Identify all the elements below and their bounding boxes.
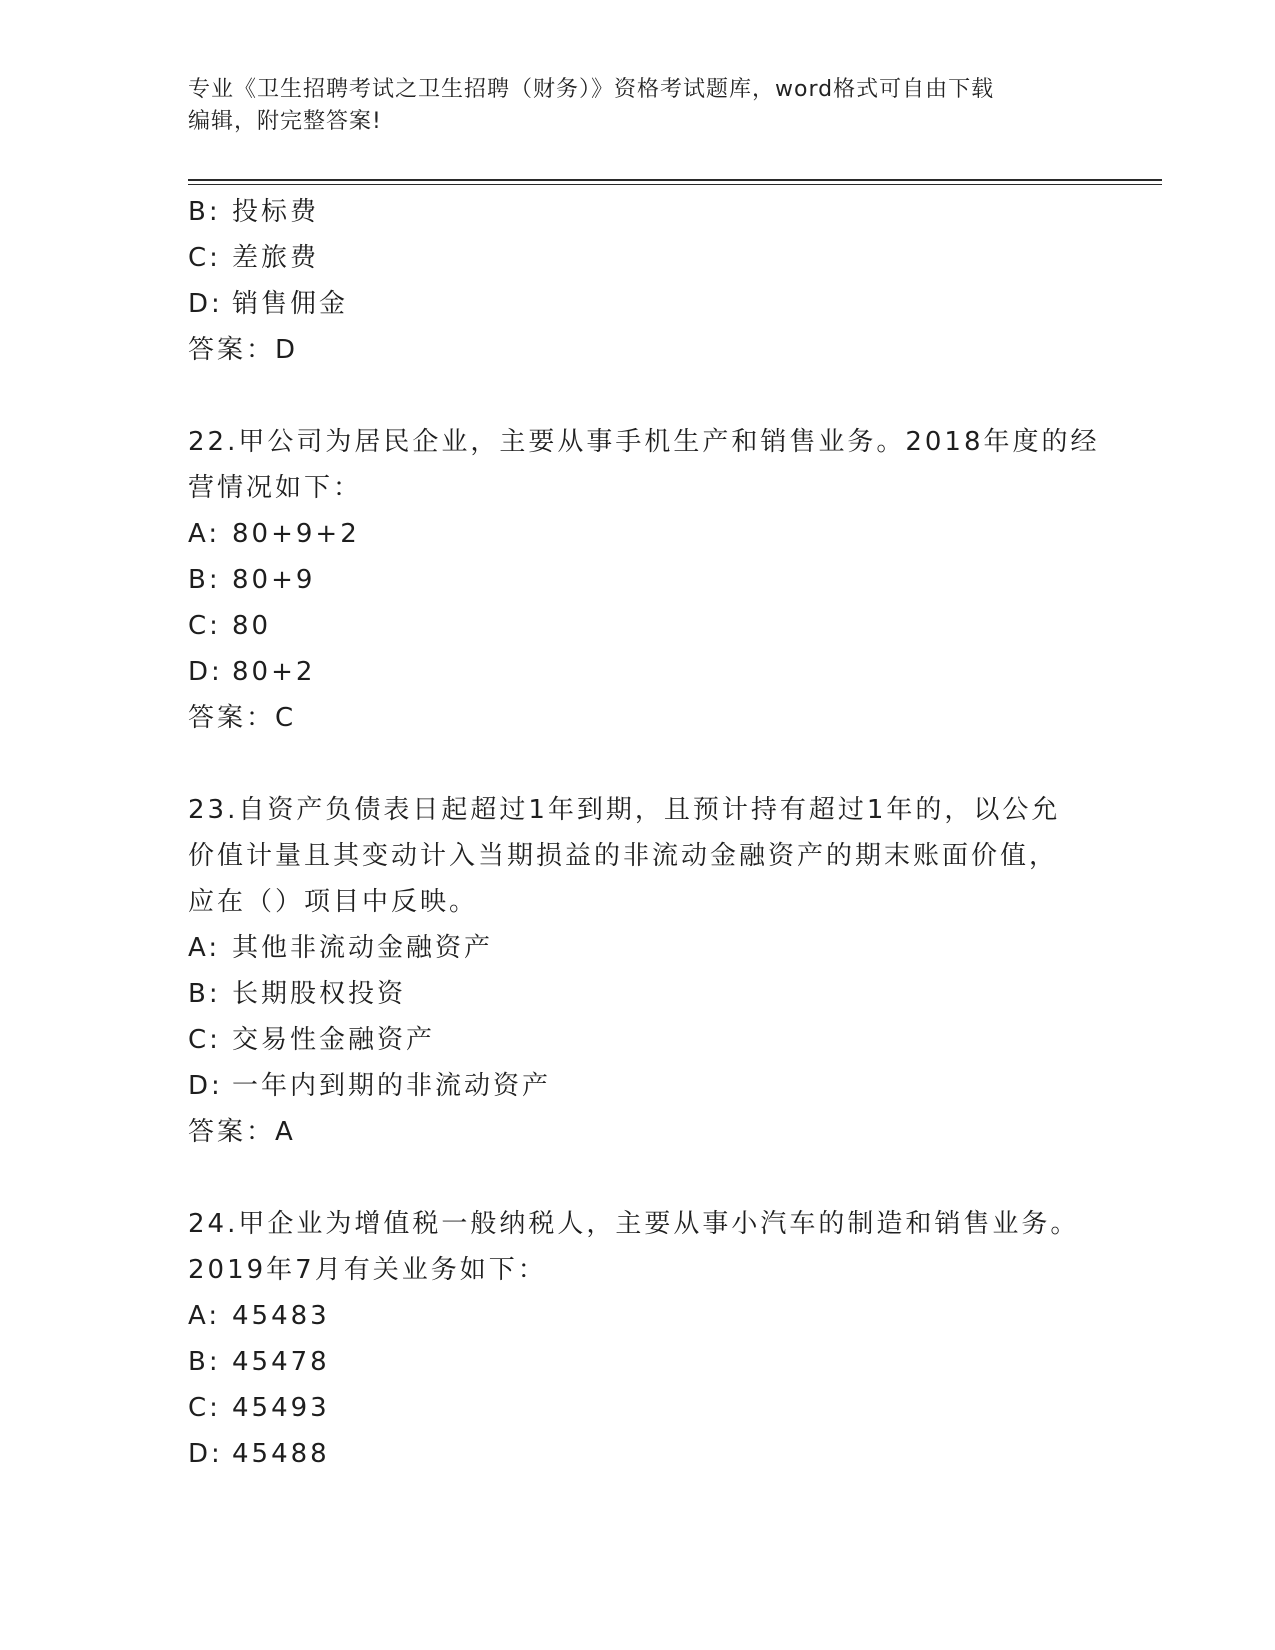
option-text: 80 (232, 611, 272, 641)
question-stem: 23.自资产负债表日起超过1年到期，且预计持有超过1年的，以公允 (188, 795, 1061, 825)
option-label: B: (188, 197, 221, 227)
option-label: A: (188, 519, 221, 549)
answer-line: 答案：A (188, 1117, 296, 1147)
option-a (188, 511, 1088, 557)
header-divider-thick (188, 179, 1162, 181)
document-body (188, 189, 1100, 1477)
option-label: D: (188, 1071, 223, 1101)
question-23 (188, 787, 1088, 1155)
option-c (188, 1017, 1088, 1063)
option-label: C: (188, 611, 221, 641)
option-c (188, 603, 1088, 649)
option-d (188, 1431, 1088, 1477)
option-text: 差旅费 (232, 243, 320, 273)
header-line-1: 专业《卫生招聘考试之卫生招聘（财务）》资格考试题库，word格式可自由下载 (188, 77, 995, 102)
spacer (188, 741, 1088, 787)
option-label: C: (188, 1393, 221, 1423)
option-text: 投标费 (232, 197, 320, 227)
header-divider-thin (188, 184, 1162, 185)
option-text: 45483 (232, 1301, 330, 1331)
option-text: 45488 (232, 1439, 330, 1469)
option-b (188, 557, 1088, 603)
option-d (188, 649, 1088, 695)
answer-line: 答案：D (188, 335, 299, 365)
option-text: 一年内到期的非流动资产 (232, 1071, 552, 1101)
document-header (188, 74, 1088, 138)
option-text: 80+2 (232, 657, 316, 687)
option-text: 45478 (232, 1347, 330, 1377)
question-stem: 22.甲公司为居民企业，主要从事手机生产和销售业务。2018年度的经 (188, 427, 1100, 457)
option-label: B: (188, 1347, 221, 1377)
option-label: D: (188, 1439, 223, 1469)
option-text: 交易性金融资产 (232, 1025, 436, 1055)
option-label: C: (188, 243, 221, 273)
spacer (188, 373, 1088, 419)
option-text: 其他非流动金融资产 (232, 933, 494, 963)
option-label: D: (188, 657, 223, 687)
option-text: 80+9+2 (232, 519, 360, 549)
option-text: 45493 (232, 1393, 330, 1423)
question-21 (188, 189, 1088, 373)
question-stem: 24.甲企业为增值税一般纳税人，主要从事小汽车的制造和销售业务。 (188, 1209, 1080, 1239)
spacer (188, 1155, 1088, 1201)
option-c (188, 1385, 1088, 1431)
option-text: 销售佣金 (232, 289, 349, 319)
option-b (188, 189, 1088, 235)
option-a (188, 925, 1088, 971)
option-a (188, 1293, 1088, 1339)
question-stem: 营情况如下： (188, 473, 363, 503)
option-label: A: (188, 1301, 221, 1331)
question-24 (188, 1201, 1088, 1477)
header-line-2: 编辑，附完整答案! (188, 109, 382, 134)
option-label: D: (188, 289, 223, 319)
option-text: 80+9 (232, 565, 316, 595)
option-b (188, 1339, 1088, 1385)
option-label: B: (188, 565, 221, 595)
option-d (188, 281, 1088, 327)
option-d (188, 1063, 1088, 1109)
question-stem: 应在（）项目中反映。 (188, 887, 479, 917)
question-stem: 价值计量且其变动计入当期损益的非流动金融资产的期末账面价值， (188, 841, 1059, 871)
option-c (188, 235, 1088, 281)
option-b (188, 971, 1088, 1017)
option-label: A: (188, 933, 221, 963)
option-label: B: (188, 979, 221, 1009)
option-label: C: (188, 1025, 221, 1055)
option-text: 长期股权投资 (232, 979, 407, 1009)
answer-line: 答案：C (188, 703, 297, 733)
question-stem: 2019年7月有关业务如下： (188, 1255, 547, 1285)
question-22 (188, 419, 1100, 741)
